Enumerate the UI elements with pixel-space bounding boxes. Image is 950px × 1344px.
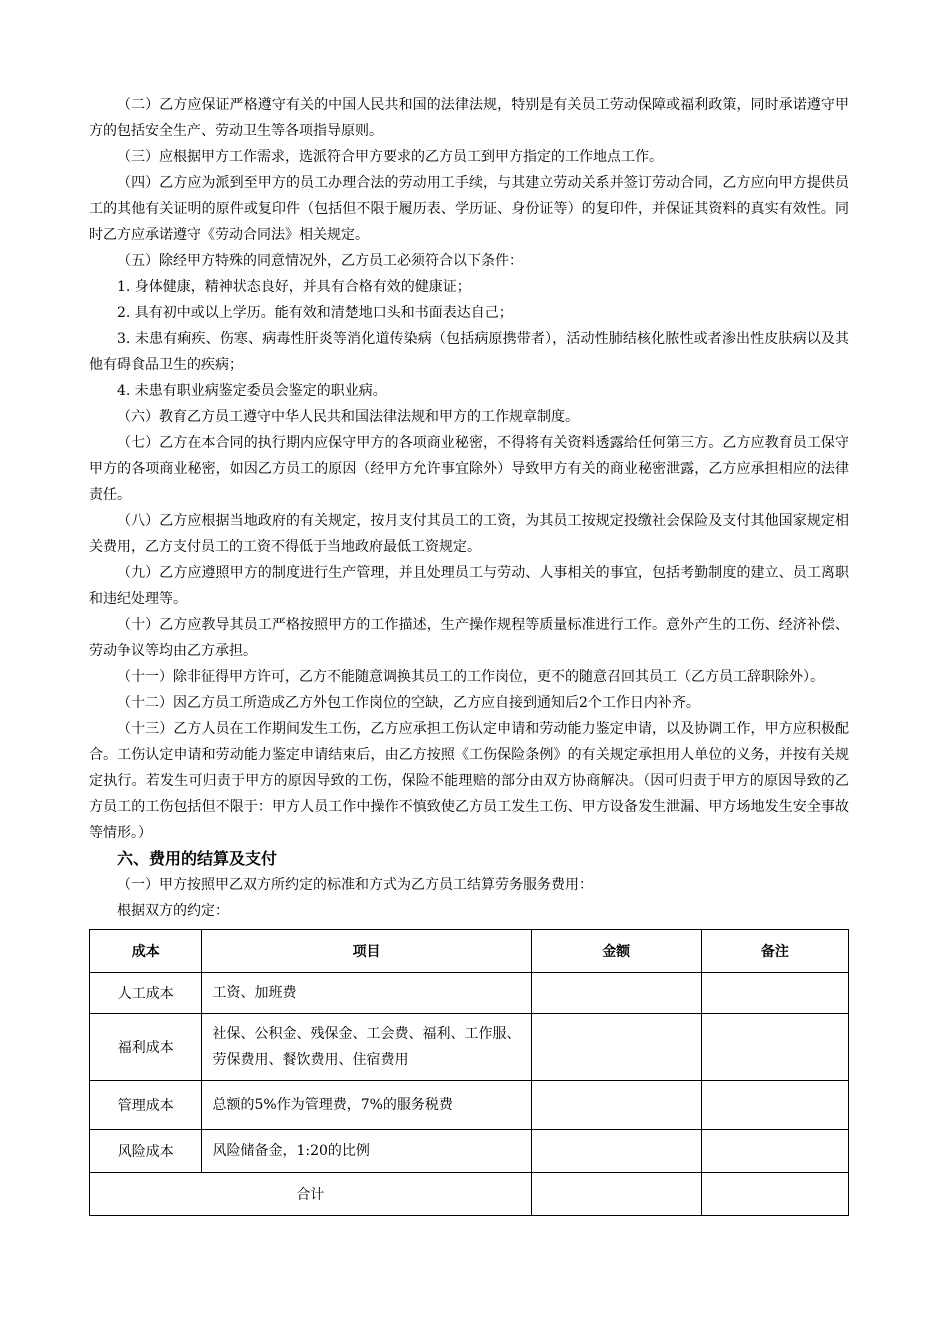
clause-4: （四）乙方应为派到至甲方的员工办理合法的劳动用工手续，与其建立劳动关系并签订劳动合同，乙方应向甲方提供员工的其他有关证明的原件或复印件（包括但不限于履历表、学历证、身份证等）的复印件，并保证其资料的真实有效性。同时乙方应承诺遵守《劳动合同法》相关规定。	[89, 175, 849, 243]
header-amount: 金额	[531, 930, 701, 973]
row-category: 管理成本	[90, 1081, 202, 1130]
row-item: 总额的5%作为管理费，7%的服务税费	[202, 1081, 531, 1130]
row-amount	[531, 1081, 701, 1130]
clause-11: （十一）除非征得甲方许可，乙方不能随意调换其员工的工作岗位，更不的随意召回其员工（乙方员工辞职除外）。	[117, 669, 824, 685]
row-category: 福利成本	[90, 1014, 202, 1081]
row-category: 人工成本	[90, 973, 202, 1014]
clause-2: （二）乙方应保证严格遵守有关的中国人民共和国的法律法规，特别是有关员工劳动保障或福利政策，同时承诺遵守甲方的包括安全生产、劳动卫生等各项指导原则。	[89, 97, 849, 139]
section-title: 六、费用的结算及支付	[117, 849, 278, 868]
condition-2: 2. 具有初中或以上学历。能有效和清楚地口头和书面表达自己；	[117, 305, 513, 321]
cost-table	[89, 929, 849, 1216]
row-item: 社保、公积金、残保金、工会费、福利、工作服、劳保费用、餐饮费用、住宿费用	[202, 1014, 531, 1081]
row-amount	[531, 973, 701, 1014]
table-row	[90, 1130, 849, 1173]
clause-10: （十）乙方应教导其员工严格按照甲方的工作描述，生产操作规程等质量标准进行工作。意外产生的工伤、经济补偿、劳动争议等均由乙方承担。	[89, 617, 849, 659]
document-body	[89, 92, 849, 924]
section-clause-1: （一）甲方按照甲乙双方所约定的标准和方式为乙方员工结算劳务服务费用：	[117, 877, 593, 893]
header-note: 备注	[701, 930, 848, 973]
row-item: 风险储备金，1:20的比例	[202, 1130, 531, 1173]
clause-12: （十二）因乙方员工所造成乙方外包工作岗位的空缺，乙方应自接到通知后2个工作日内补齐。	[117, 695, 700, 711]
table-row	[90, 973, 849, 1014]
header-category: 成本	[90, 930, 202, 973]
clause-7: （七）乙方在本合同的执行期内应保守甲方的各项商业秘密，不得将有关资料透露给任何第三方。乙方应教育员工保守甲方的各项商业秘密，如因乙方员工的原因（经甲方允许事宜除外）导致甲方有关的商业秘密泄露，乙方应承担相应的法律责任。	[89, 435, 849, 503]
row-note	[701, 1014, 848, 1081]
row-note	[701, 1081, 848, 1130]
header-item: 项目	[202, 930, 531, 973]
table-row	[90, 1014, 849, 1081]
clause-8: （八）乙方应根据当地政府的有关规定，按月支付其员工的工资，为其员工按规定投缴社会保险及支付其他国家规定相关费用，乙方支付员工的工资不得低于当地政府最低工资规定。	[89, 513, 849, 555]
table-header-row	[90, 930, 849, 973]
clause-9: （九）乙方应遵照甲方的制度进行生产管理，并且处理员工与劳动、人事相关的事宜，包括考勤制度的建立、员工离职和违纪处理等。	[89, 565, 849, 607]
condition-1: 1. 身体健康，精神状态良好，并具有合格有效的健康证；	[117, 279, 471, 295]
row-category: 风险成本	[90, 1130, 202, 1173]
section-note: 根据双方的约定：	[117, 903, 229, 919]
row-item: 工资、加班费	[202, 973, 531, 1014]
row-amount	[531, 1014, 701, 1081]
condition-4: 4. 未患有职业病鉴定委员会鉴定的职业病。	[117, 383, 387, 399]
total-amount	[531, 1173, 701, 1216]
clause-5: （五）除经甲方特殊的同意情况外，乙方员工必须符合以下条件：	[117, 253, 523, 269]
clause-3: （三）应根据甲方工作需求，选派符合甲方要求的乙方员工到甲方指定的工作地点工作。	[117, 149, 663, 165]
condition-3: 3. 未患有痢疾、伤寒、病毒性肝炎等消化道传染病（包括病原携带者），活动性肺结核化脓性或者渗出性皮肤病以及其他有碍食品卫生的疾病；	[89, 331, 849, 373]
row-amount	[531, 1130, 701, 1173]
clause-6: （六）教育乙方员工遵守中华人民共和国法律法规和甲方的工作规章制度。	[117, 409, 579, 425]
total-label: 合计	[90, 1173, 532, 1216]
total-note	[701, 1173, 848, 1216]
clause-13: （十三）乙方人员在工作期间发生工伤，乙方应承担工伤认定申请和劳动能力鉴定申请，以及协调工作，甲方应积极配合。工伤认定申请和劳动能力鉴定申请结束后，由乙方按照《工伤保险条例》的有关规定承担用人单位的义务，并按有关规定执行。若发生可归责于甲方的原因导致的工伤，保险不能理赔的部分由双方协商解决。（因可归责于甲方的原因导致的乙方员工的工伤包括但不限于：甲方人员工作中操作不慎致使乙方员工发生工伤、甲方设备发生泄漏、甲方场地发生安全事故等情形。）	[89, 721, 849, 841]
row-note	[701, 1130, 848, 1173]
table-total-row	[90, 1173, 849, 1216]
table-row	[90, 1081, 849, 1130]
row-note	[701, 973, 848, 1014]
